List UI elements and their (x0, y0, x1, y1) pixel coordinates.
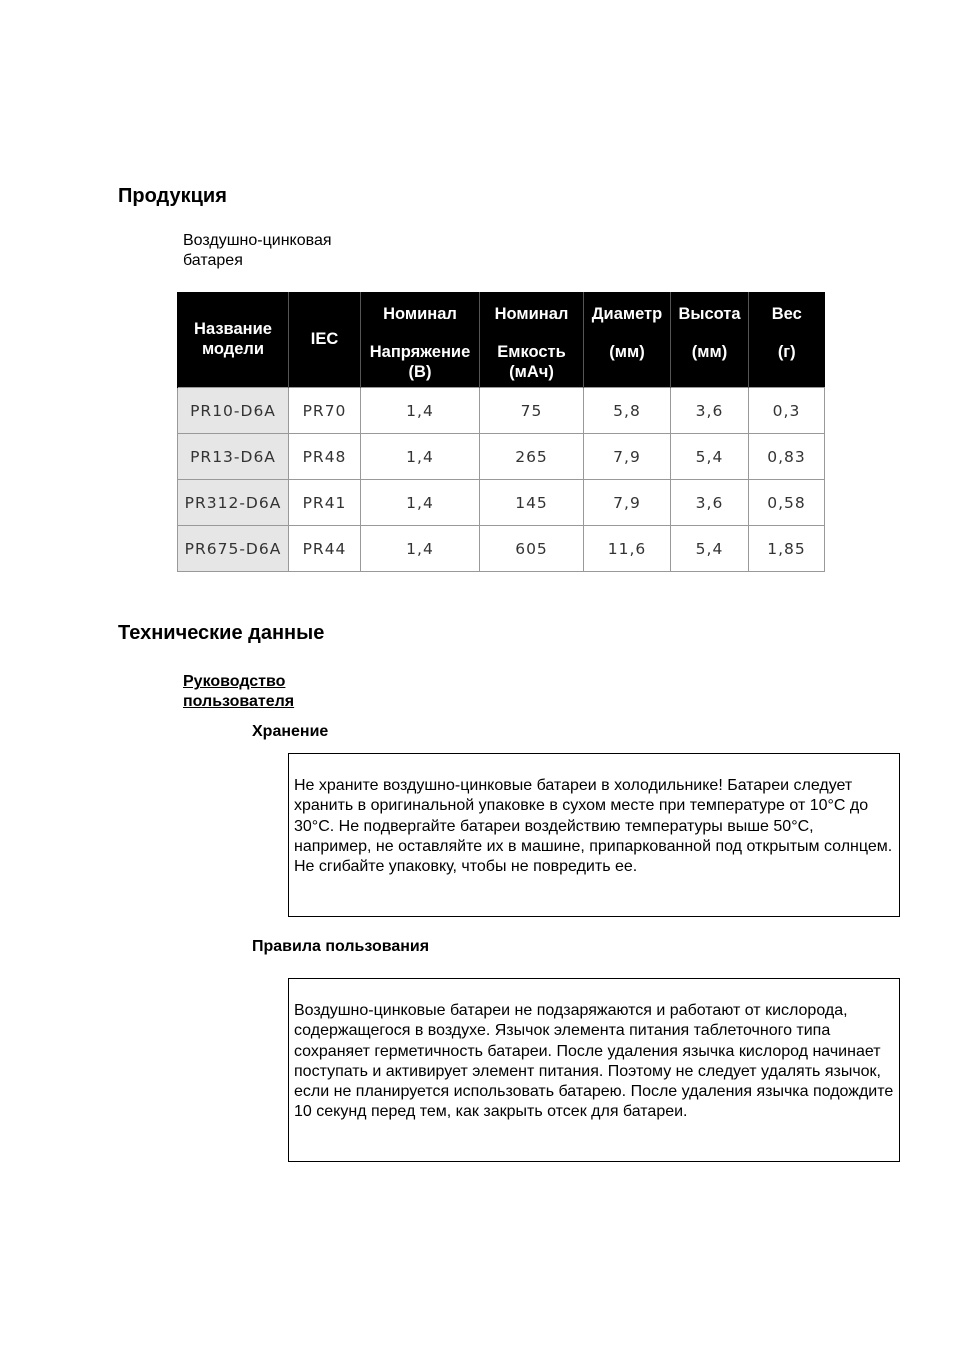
cell-voltage: 1,4 (361, 526, 480, 572)
cell-height: 5,4 (671, 434, 749, 480)
cell-weight: 0,83 (749, 434, 825, 480)
storage-heading: Хранение (252, 723, 329, 740)
header-weight: Вес (г) (749, 292, 825, 388)
table-row (178, 480, 825, 526)
cell-capacity: 265 (480, 434, 584, 480)
cell-diameter: 11,6 (584, 526, 671, 572)
cell-iec: PR44 (289, 526, 361, 572)
tech-data-heading: Технические данные (118, 622, 325, 644)
table-row (178, 526, 825, 572)
cell-model: PR13-D6A (178, 434, 289, 480)
header-iec: IEC (289, 292, 361, 388)
cell-model: PR10-D6A (178, 388, 289, 434)
cell-iec: PR70 (289, 388, 361, 434)
header-diameter: Диаметр (мм) (584, 292, 671, 388)
cell-capacity: 75 (480, 388, 584, 434)
cell-diameter: 7,9 (584, 480, 671, 526)
cell-capacity: 145 (480, 480, 584, 526)
cell-weight: 1,85 (749, 526, 825, 572)
battery-type-label: Воздушно-цинковая батарея (183, 232, 332, 269)
user-guide-heading: Руководство пользователя (183, 673, 295, 710)
cell-voltage: 1,4 (361, 480, 480, 526)
products-heading: Продукция (118, 185, 227, 207)
cell-voltage: 1,4 (361, 434, 480, 480)
usage-rules-text-box: Воздушно-цинковые батареи не подзаряжаются и работают от кислорода, содержащегося в воздухе. Язычок элемента питания таблеточного типа сохраняет герметичность батареи. После удаления язычка кислород начинает поступать и активирует элемент питания. Поэтому не следует удалять язычок, если не планируется использовать батарею. После удаления язычка подождите 10 секунд перед тем, как закрыть отсек для батареи. (288, 978, 900, 1162)
cell-diameter: 7,9 (584, 434, 671, 480)
cell-height: 5,4 (671, 526, 749, 572)
battery-spec-table (177, 292, 825, 572)
header-voltage: Номинал Напряжение (В) (361, 292, 480, 388)
cell-weight: 0,58 (749, 480, 825, 526)
cell-diameter: 5,8 (584, 388, 671, 434)
usage-rules-heading: Правила пользования (252, 938, 430, 955)
cell-weight: 0,3 (749, 388, 825, 434)
cell-iec: PR48 (289, 434, 361, 480)
cell-model: PR312-D6A (178, 480, 289, 526)
header-capacity: Номинал Емкость (мАч) (480, 292, 584, 388)
table-row (178, 434, 825, 480)
cell-model: PR675-D6A (178, 526, 289, 572)
cell-height: 3,6 (671, 388, 749, 434)
table-header-row (178, 292, 825, 388)
cell-iec: PR41 (289, 480, 361, 526)
cell-height: 3,6 (671, 480, 749, 526)
storage-text-box: Не храните воздушно-цинковые батареи в холодильнике! Батареи следует хранить в оригинальной упаковке в сухом месте при температуре от 10°C до 30°C. Не подвергайте батареи воздействию температуры выше 50°C, например, не оставляйте их в машине, припаркованной под открытым солнцем. Не сгибайте упаковку, чтобы не повредить ее. (288, 753, 900, 917)
header-model-name: Название модели (178, 292, 289, 388)
header-height: Высота (мм) (671, 292, 749, 388)
table-row (178, 388, 825, 434)
cell-voltage: 1,4 (361, 388, 480, 434)
cell-capacity: 605 (480, 526, 584, 572)
